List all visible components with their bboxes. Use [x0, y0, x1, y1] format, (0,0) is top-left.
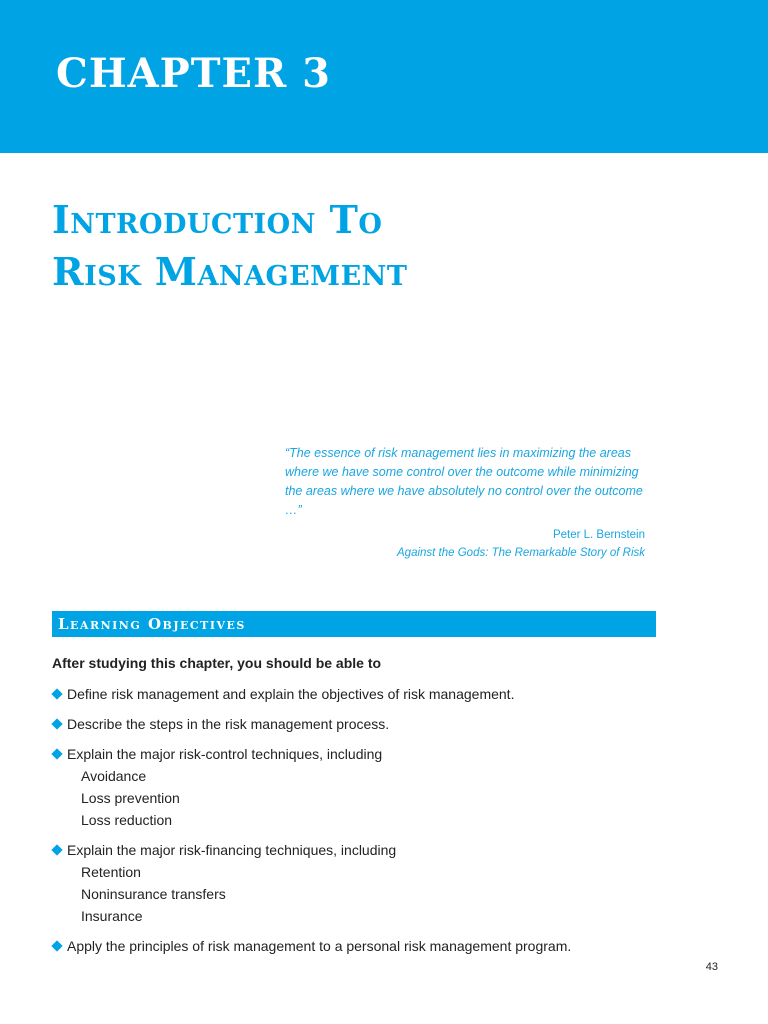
objective-text: Describe the steps in the risk management process. — [67, 716, 390, 732]
diamond-bullet-icon — [51, 688, 62, 699]
objective-sub-item: Loss reduction — [81, 812, 173, 828]
epigraph — [285, 444, 645, 561]
chapter-title-line-1: Introduction To — [52, 197, 383, 242]
diamond-bullet-icon — [51, 844, 62, 855]
objective-item — [52, 935, 692, 957]
objective-text: Apply the principles of risk management to a personal risk management program. — [67, 938, 572, 954]
objective-sub-item: Retention — [81, 864, 141, 880]
objective-sub-item: Avoidance — [81, 768, 147, 784]
objective-sub-item: Noninsurance transfers — [81, 886, 226, 902]
learning-objectives-heading: Learning Objectives — [58, 615, 246, 633]
learning-objectives-bar — [52, 611, 656, 637]
objective-text: Define risk management and explain the objectives of risk management. — [67, 686, 515, 702]
learning-objectives-intro: After studying this chapter, you should be able to — [52, 655, 382, 671]
chapter-header-band — [0, 0, 768, 153]
epigraph-author: Peter L. Bernstein — [552, 529, 645, 541]
epigraph-source: Against the Gods: The Remarkable Story of Risk — [397, 547, 645, 559]
objective-sub-item: Insurance — [81, 908, 143, 924]
objective-sub-list — [67, 861, 692, 927]
objective-item — [52, 713, 692, 735]
objective-item — [52, 743, 692, 831]
epigraph-quote: “The essence of risk management lies in maximizing the areas where we have some control over the outcome while minimizing the areas where we have absolutely no control over the outcome …” — [285, 446, 643, 517]
diamond-bullet-icon — [51, 940, 62, 951]
objective-sub-item: Loss prevention — [81, 790, 180, 806]
chapter-title — [52, 194, 407, 298]
chapter-title-line-2: Risk Management — [52, 249, 408, 294]
chapter-label: CHAPTER 3 — [56, 50, 331, 97]
objectives-list — [52, 683, 692, 965]
objective-text: Explain the major risk-control techniques, including — [67, 746, 383, 762]
page-number: 43 — [705, 961, 718, 973]
objective-sub-list — [67, 765, 692, 831]
diamond-bullet-icon — [51, 748, 62, 759]
objective-item — [52, 683, 692, 705]
objective-item — [52, 839, 692, 927]
objective-text: Explain the major risk-financing techniques, including — [67, 842, 397, 858]
diamond-bullet-icon — [51, 718, 62, 729]
